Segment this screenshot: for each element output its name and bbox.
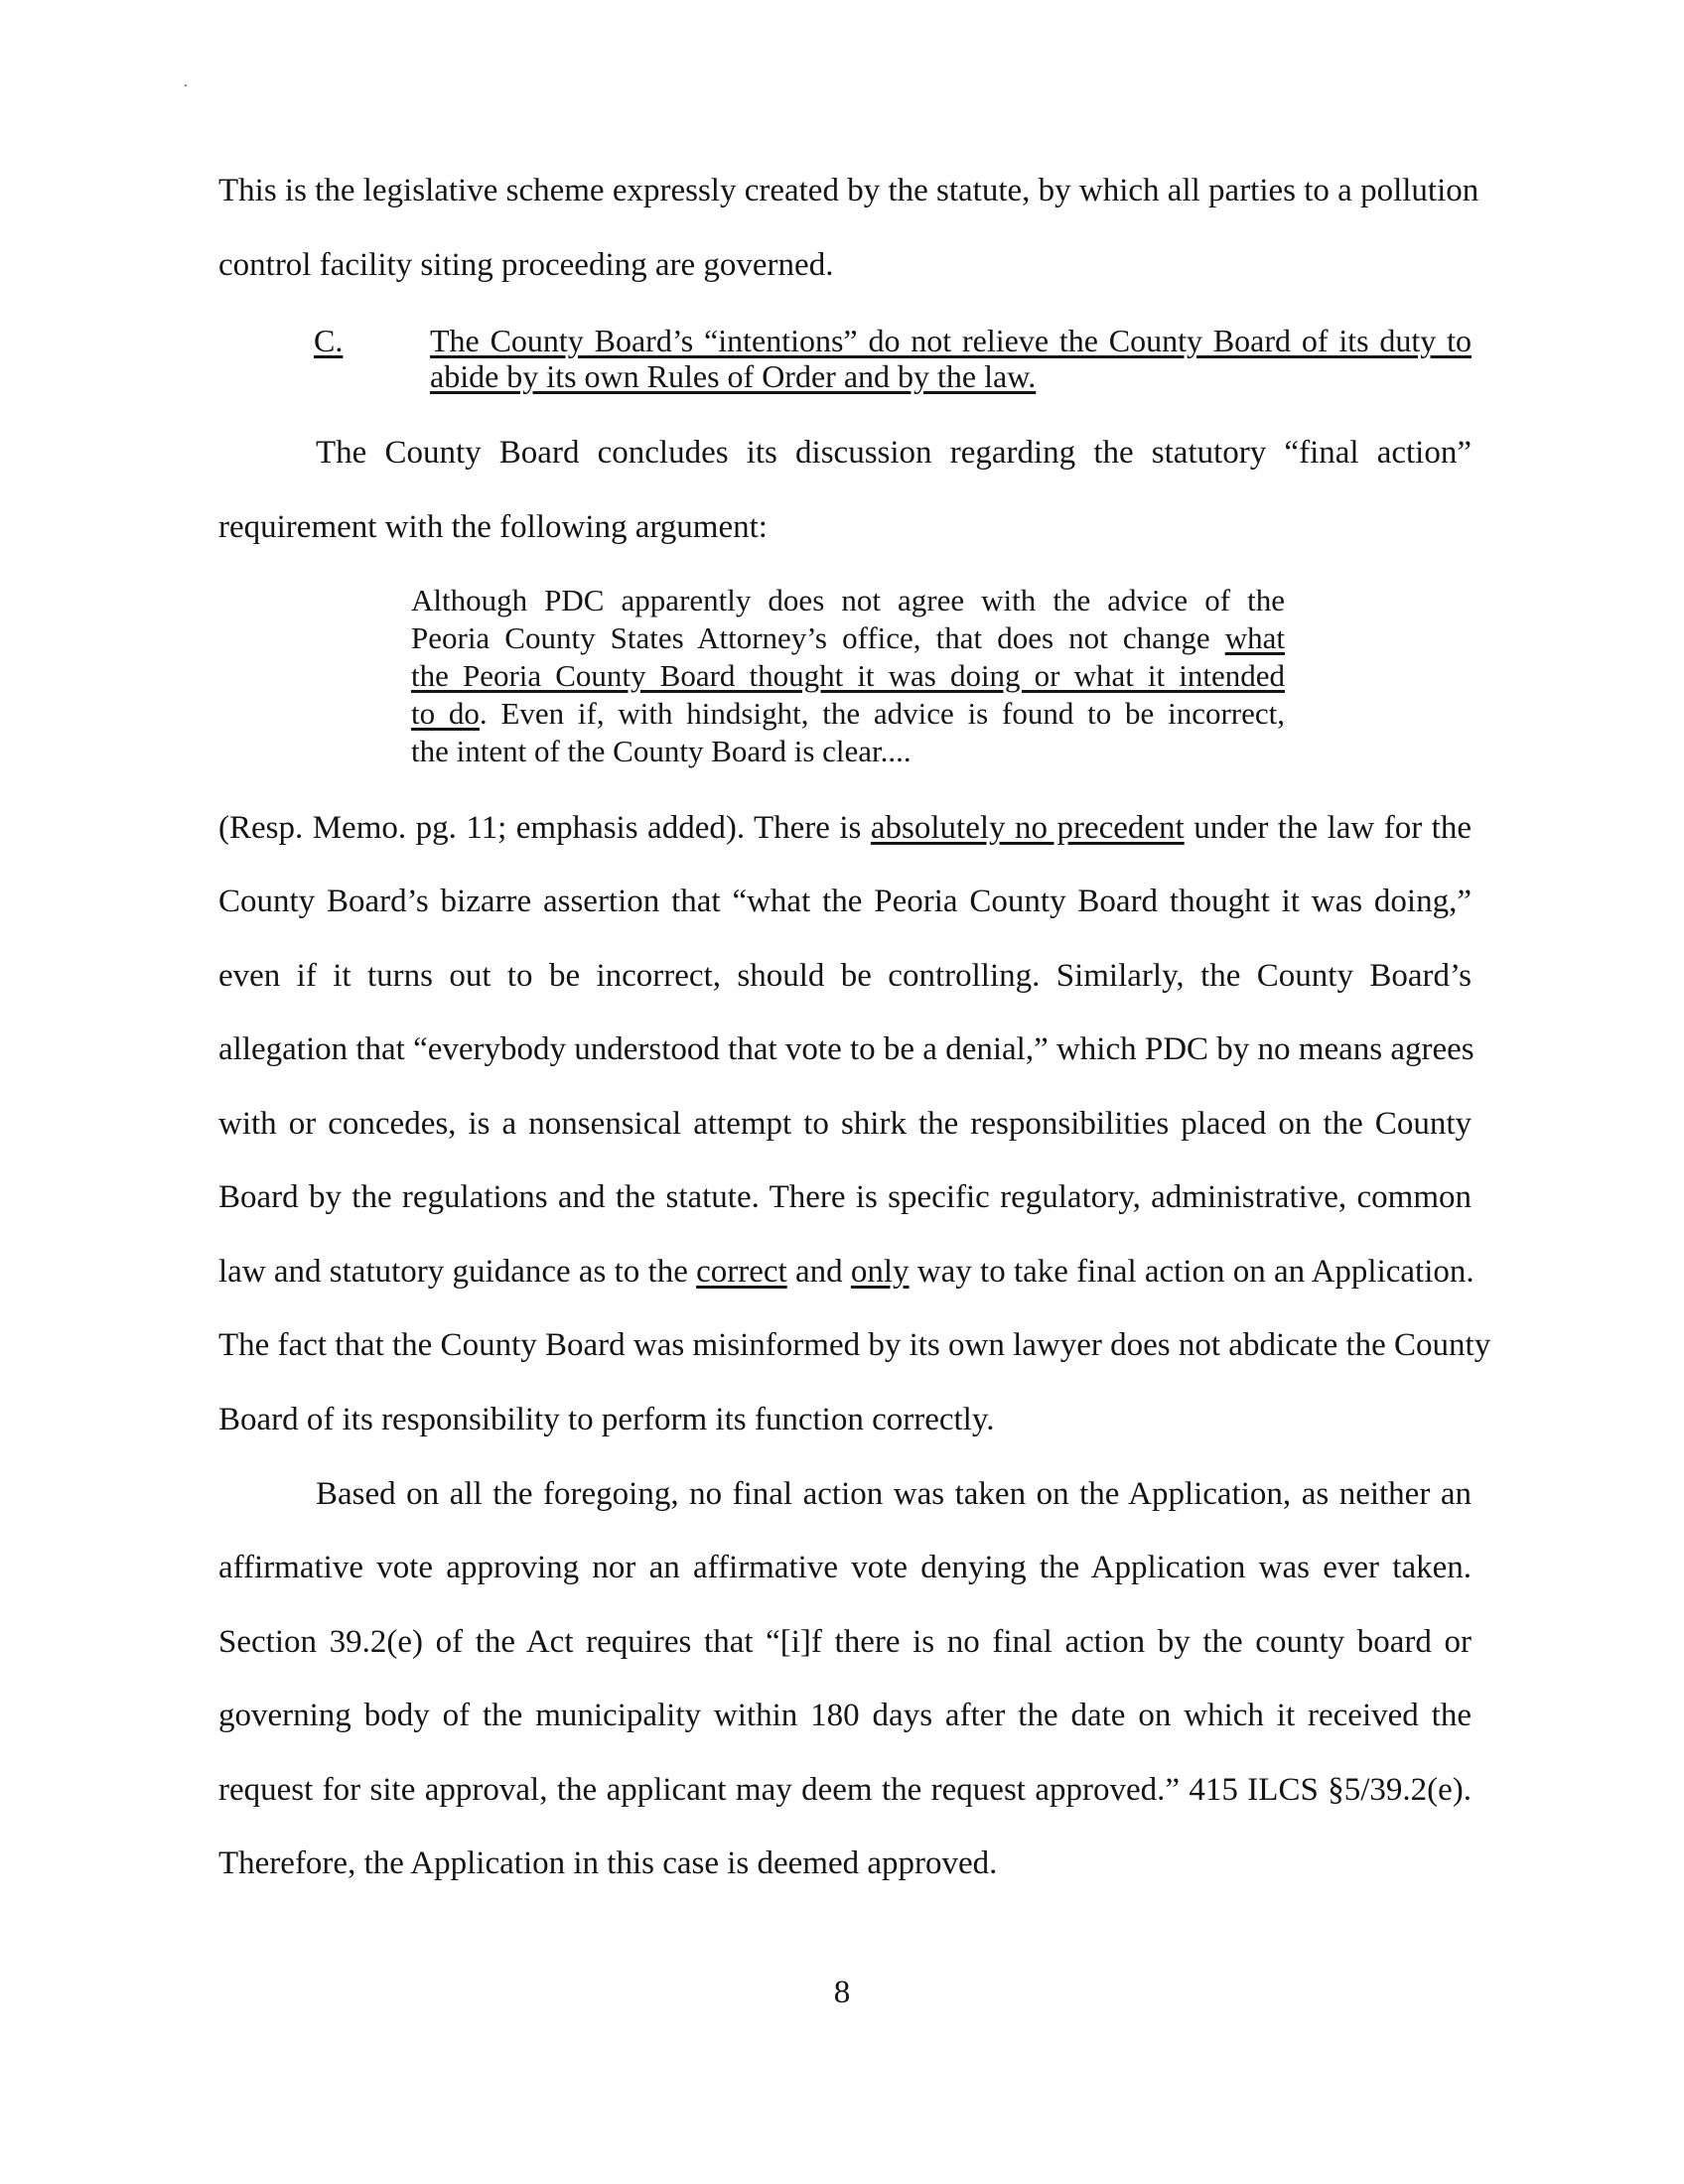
para2-line-7-pre: law and statutory guidance as to the <box>218 1254 697 1290</box>
para3-line-6: Therefore, the Application in this case is deemed approved. <box>218 1845 998 1881</box>
para2-line-4: allegation that “everybody understood that vote to be a denial,” which PDC by no means agrees <box>218 1031 1474 1067</box>
para2-line-1 <box>218 808 1472 848</box>
quote-line-4 <box>411 694 1285 734</box>
para3-line-1: Based on all the foregoing, no final action was taken on the Application, as neither an <box>316 1476 1472 1512</box>
emphasis-only: only <box>850 1254 910 1290</box>
quote-line-2-text: Peoria County States Attorney’s office, that does not change <box>411 620 1225 655</box>
para2-line-2: County Board’s bizarre assertion that “what the Peoria County Board thought it was doing,” <box>218 884 1472 919</box>
para2-line-7-post: way to take final action on an Application. <box>909 1254 1474 1290</box>
emphasis-correct: correct <box>696 1254 787 1290</box>
quote-line-4-text: . Even if, with hindsight, the advice is found to be incorrect, <box>479 696 1285 731</box>
para2-line-8: The fact that the County Board was misinformed by its own lawyer does not abdicate the County <box>218 1327 1491 1363</box>
para2-line-5: with or concedes, is a nonsensical attempt to shirk the responsibilities placed on the County <box>218 1106 1472 1142</box>
intro-line-1: This is the legislative scheme expressly created by the statute, by which all parties to a pollution <box>218 173 1479 208</box>
para2-line-6: Board by the regulations and the statute. There is specific regulatory, administrative, common <box>218 1179 1472 1215</box>
para3-line-2: affirmative vote approving nor an affirmative vote denying the Application was ever taken. <box>218 1550 1472 1585</box>
section-c-heading-line-1: The County Board’s “intentions” do not relieve the County Board of its duty to <box>430 323 1472 358</box>
para3-line-5: request for site approval, the applicant may deem the request approved.” 415 ILCS §5/39.2(e). <box>218 1772 1472 1808</box>
intro-line-2: control facility siting proceeding are governed. <box>218 247 834 283</box>
para2-line-7 <box>218 1252 1472 1292</box>
section-c-heading-line-2: abide by its own Rules of Order and by the law. <box>430 358 1037 394</box>
quote-line-2 <box>411 618 1285 658</box>
para1-line-1: The County Board concludes its discussion regarding the statutory “final action” <box>316 435 1472 471</box>
para2-line-9: Board of its responsibility to perform its function correctly. <box>218 1402 995 1437</box>
quote-emphasis-to-do: to do <box>411 696 480 731</box>
page-number: 8 <box>833 1975 851 2010</box>
scan-speck <box>185 84 187 86</box>
para2-line-1-post: under the law for the <box>1184 810 1472 846</box>
para3-line-4: governing body of the municipality within 180 days after the date on which it received the <box>218 1698 1472 1733</box>
quote-line-3: the Peoria County Board thought it was doing or what it intended <box>411 658 1285 693</box>
quote-emphasis-what: what <box>1224 620 1285 655</box>
para2-line-3: even if it turns out to be incorrect, should be controlling. Similarly, the County Board’s <box>218 958 1472 994</box>
quote-line-1: Although PDC apparently does not agree with the advice of the <box>411 583 1285 617</box>
para2-line-1-pre: (Resp. Memo. pg. 11; emphasis added). There is <box>218 810 871 846</box>
para1-line-2: requirement with the following argument: <box>218 509 768 545</box>
emphasis-absolutely-no-precedent: absolutely no precedent <box>870 810 1185 846</box>
quote-line-5: the intent of the County Board is clear.... <box>411 734 912 768</box>
para3-line-3: Section 39.2(e) of the Act requires that “[i]f there is no final action by the county board or <box>218 1624 1472 1660</box>
section-c-number: C. <box>314 323 344 358</box>
para2-line-7-mid: and <box>786 1254 851 1290</box>
